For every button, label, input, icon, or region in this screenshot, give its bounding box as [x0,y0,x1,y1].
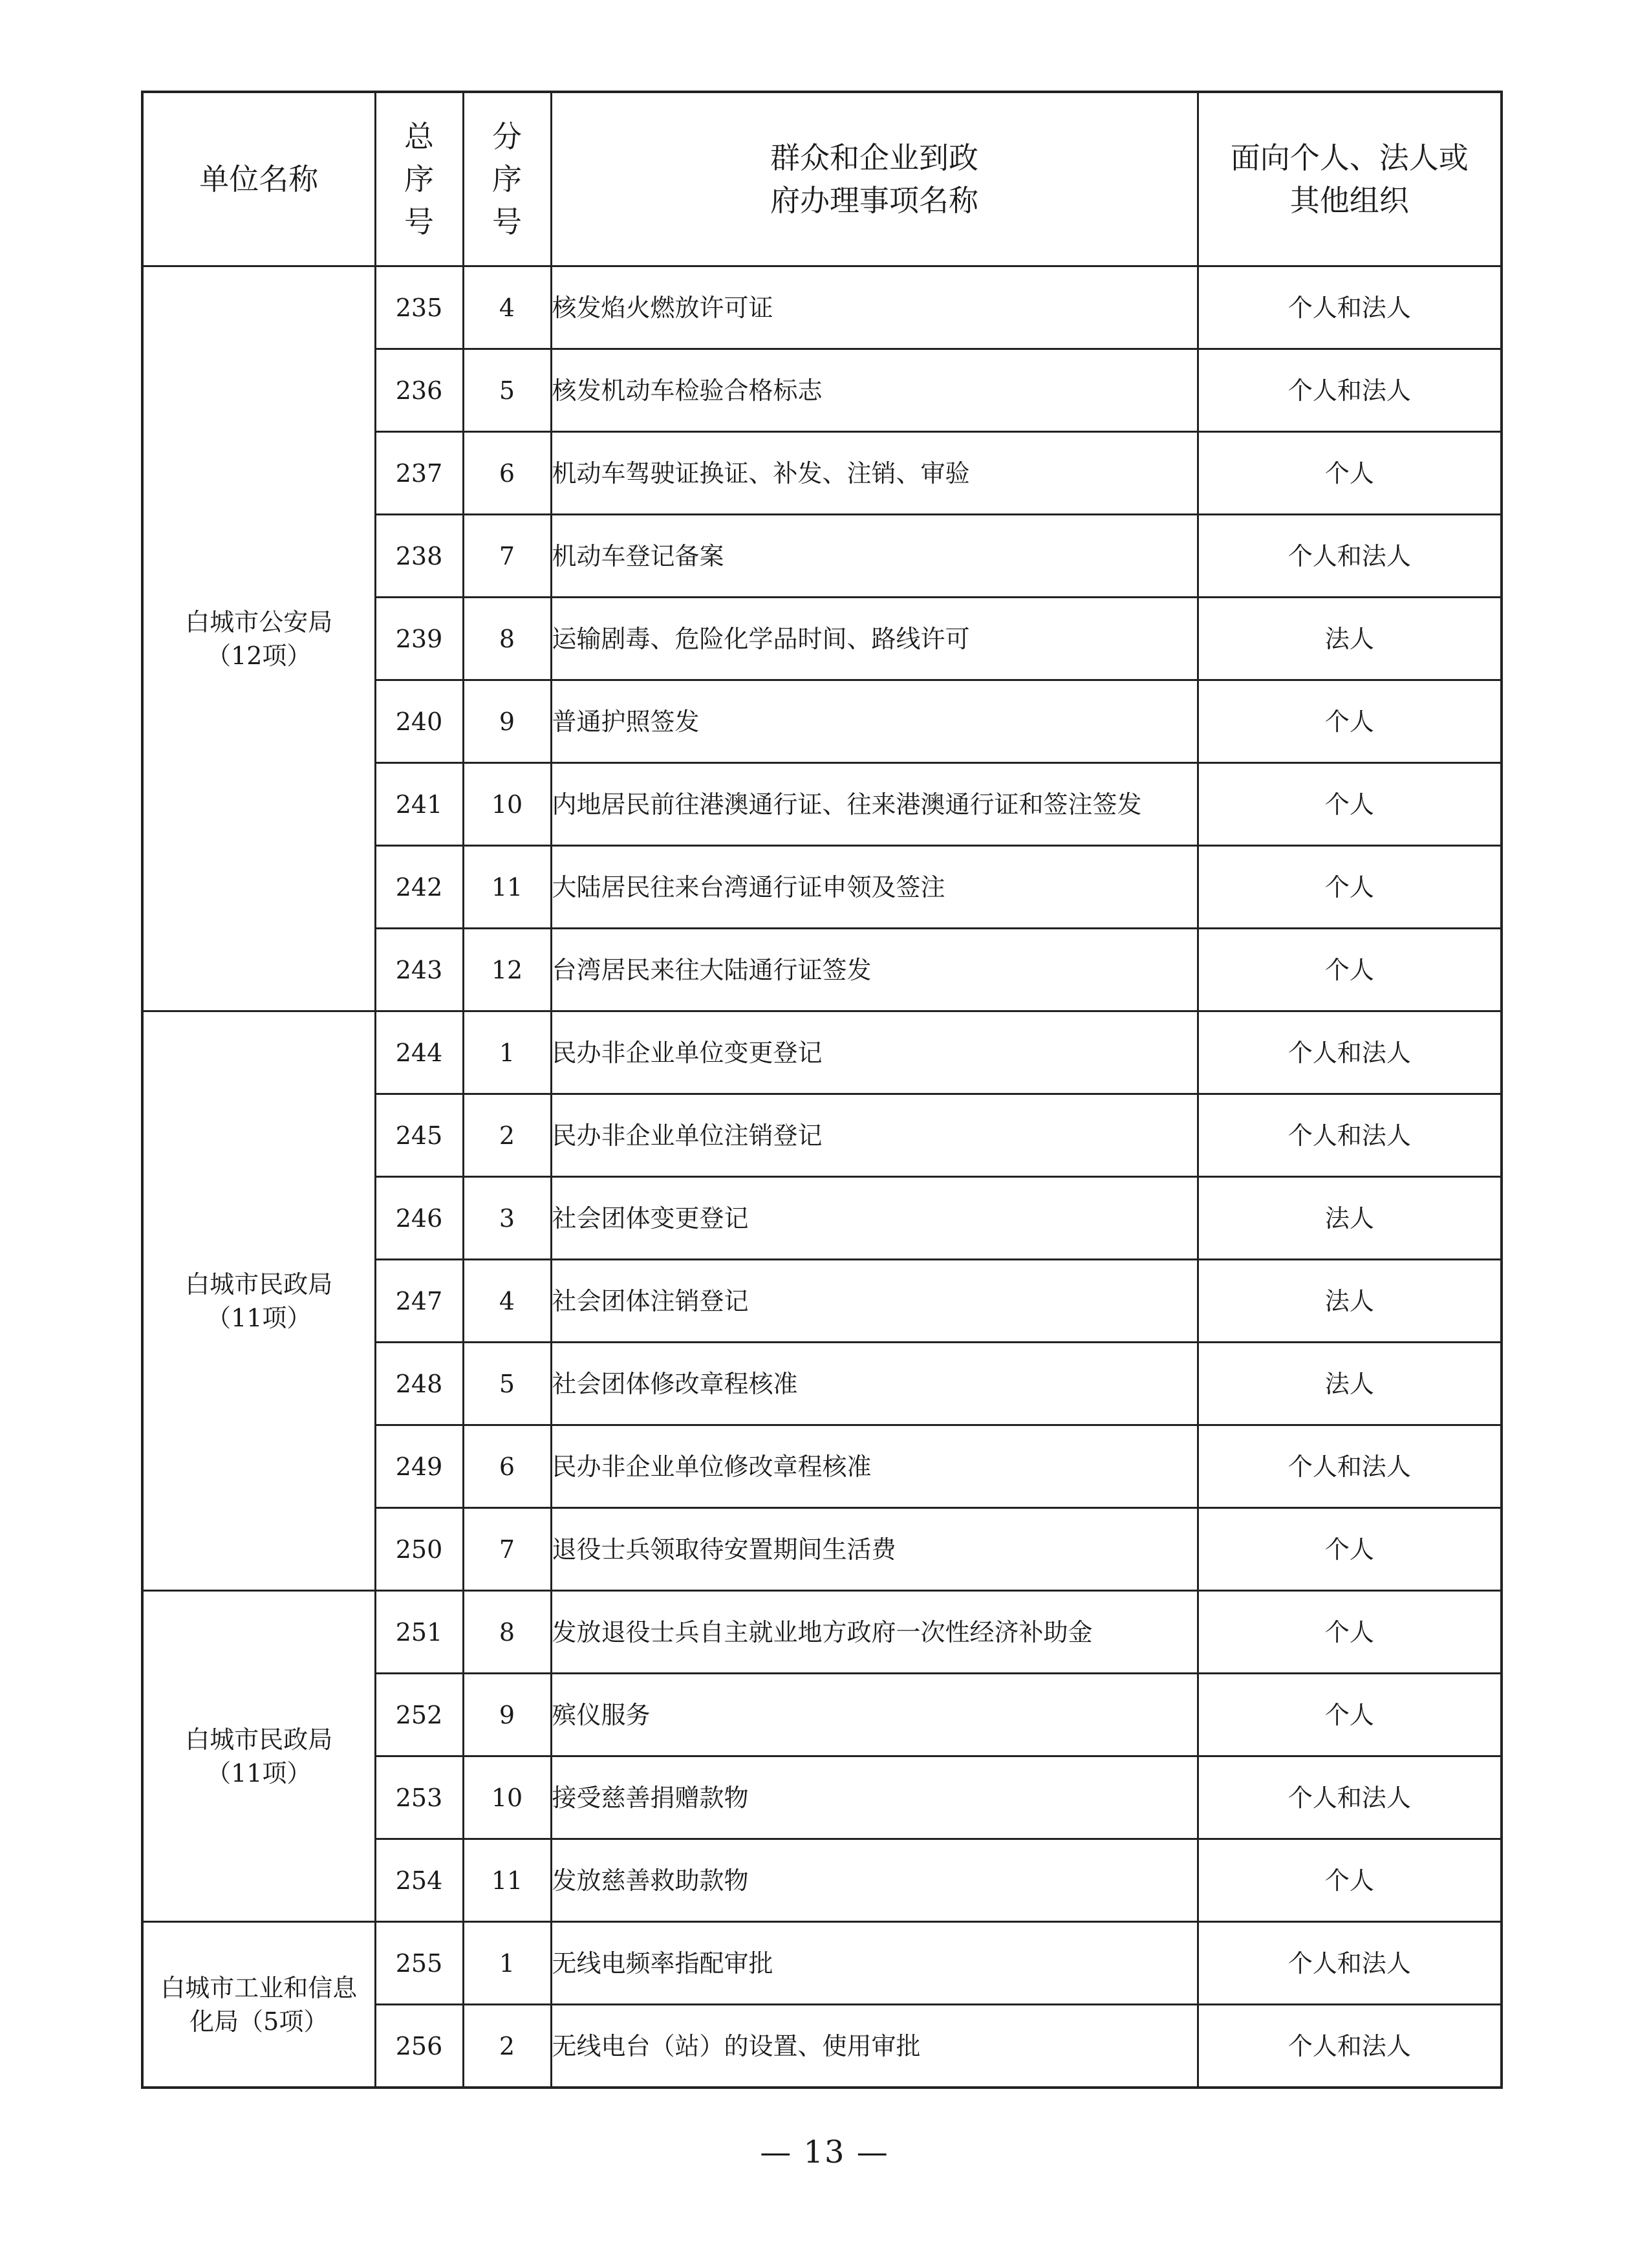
target-cell: 个人和法人 [1198,515,1502,598]
item-name-cell: 社会团体修改章程核准 [551,1343,1198,1425]
header-sub-seq-line: 序 [492,162,522,197]
sub-seq-cell: 1 [463,1011,551,1094]
item-name-cell: 发放退役士兵自主就业地方政府一次性经济补助金 [551,1591,1198,1674]
unit-name-line: 白城市公安局 [185,607,333,636]
total-seq-cell: 246 [375,1177,463,1260]
sub-seq-cell: 10 [463,1756,551,1839]
item-name-cell: 内地居民前往港澳通行证、往来港澳通行证和签注签发 [551,763,1198,846]
total-seq-cell: 241 [375,763,463,846]
target-cell: 个人和法人 [1198,1425,1502,1508]
target-cell: 个人 [1198,1508,1502,1591]
target-cell: 法人 [1198,598,1502,680]
sub-seq-cell: 6 [463,1425,551,1508]
header-target-line: 面向个人、法人或 [1230,140,1469,175]
total-seq-cell: 239 [375,598,463,680]
sub-seq-cell: 4 [463,266,551,349]
item-name-cell: 民办非企业单位注销登记 [551,1094,1198,1177]
sub-seq-cell: 7 [463,515,551,598]
total-seq-cell: 250 [375,1508,463,1591]
unit-name-cell [142,1591,375,1922]
total-seq-cell: 245 [375,1094,463,1177]
total-seq-cell: 236 [375,349,463,432]
item-name-cell: 发放慈善救助款物 [551,1839,1198,1922]
unit-name-line: 白城市民政局 [185,1269,333,1299]
sub-seq-cell: 9 [463,1674,551,1756]
target-cell: 个人 [1198,846,1502,929]
header-sub-seq-line: 分 [492,119,522,154]
header-sub-seq-line: 号 [492,204,522,239]
item-name-cell: 民办非企业单位修改章程核准 [551,1425,1198,1508]
header-target-line: 其他组织 [1289,183,1409,218]
item-name-cell: 社会团体变更登记 [551,1177,1198,1260]
service-items-table [141,91,1503,2089]
header-total-seq [375,92,463,266]
sub-seq-cell: 2 [463,1094,551,1177]
item-name-cell: 殡仪服务 [551,1674,1198,1756]
item-name-cell: 机动车驾驶证换证、补发、注销、审验 [551,432,1198,515]
unit-name-line: （12项） [206,641,312,670]
sub-seq-cell: 2 [463,2005,551,2088]
target-cell: 个人和法人 [1198,1094,1502,1177]
total-seq-cell: 248 [375,1343,463,1425]
header-item-line: 府办理事项名称 [770,183,978,218]
header-total-seq-line: 序 [404,162,434,197]
unit-name-line: 白城市民政局 [185,1725,333,1754]
sub-seq-cell: 7 [463,1508,551,1591]
table-row [142,1011,1502,1094]
sub-seq-cell: 8 [463,598,551,680]
total-seq-cell: 238 [375,515,463,598]
item-name-cell: 普通护照签发 [551,680,1198,763]
target-cell: 个人和法人 [1198,1756,1502,1839]
sub-seq-cell: 4 [463,1260,551,1343]
sub-seq-cell: 5 [463,349,551,432]
sub-seq-cell: 3 [463,1177,551,1260]
unit-name-cell [142,1922,375,2088]
unit-name-cell [142,1011,375,1591]
item-name-cell: 运输剧毒、危险化学品时间、路线许可 [551,598,1198,680]
item-name-cell: 社会团体注销登记 [551,1260,1198,1343]
target-cell: 个人和法人 [1198,2005,1502,2088]
total-seq-cell: 256 [375,2005,463,2088]
total-seq-cell: 237 [375,432,463,515]
table-row [142,1591,1502,1674]
header-item-name [551,92,1198,266]
unit-name-line: 化局（5项） [189,2007,329,2036]
header-item-line: 群众和企业到政 [770,140,978,175]
total-seq-cell: 254 [375,1839,463,1922]
target-cell: 个人 [1198,680,1502,763]
total-seq-cell: 255 [375,1922,463,2005]
unit-name-line: 白城市工业和信息 [160,1973,358,2002]
header-total-seq-line: 总 [404,119,434,154]
item-name-cell: 无线电台（站）的设置、使用审批 [551,2005,1198,2088]
page-number: — 13 — [760,2134,889,2170]
item-name-cell: 退役士兵领取待安置期间生活费 [551,1508,1198,1591]
target-cell: 个人 [1198,929,1502,1011]
sub-seq-cell: 10 [463,763,551,846]
sub-seq-cell: 12 [463,929,551,1011]
target-cell: 个人 [1198,1674,1502,1756]
target-cell: 法人 [1198,1343,1502,1425]
table-row [142,266,1502,349]
total-seq-cell: 235 [375,266,463,349]
total-seq-cell: 244 [375,1011,463,1094]
header-total-seq-line: 号 [404,204,434,239]
header-unit: 单位名称 [142,92,375,266]
target-cell: 个人和法人 [1198,266,1502,349]
item-name-cell: 台湾居民来往大陆通行证签发 [551,929,1198,1011]
target-cell: 个人 [1198,763,1502,846]
item-name-cell: 核发焰火燃放许可证 [551,266,1198,349]
total-seq-cell: 240 [375,680,463,763]
header-sub-seq [463,92,551,266]
target-cell: 个人和法人 [1198,349,1502,432]
table-header-row [142,92,1502,266]
unit-name-line: （11项） [206,1758,312,1787]
item-name-cell: 民办非企业单位变更登记 [551,1011,1198,1094]
total-seq-cell: 247 [375,1260,463,1343]
item-name-cell: 大陆居民往来台湾通行证申领及签注 [551,846,1198,929]
target-cell: 个人和法人 [1198,1922,1502,2005]
unit-name-cell [142,266,375,1011]
item-name-cell: 机动车登记备案 [551,515,1198,598]
unit-name-line: （11项） [206,1303,312,1332]
total-seq-cell: 242 [375,846,463,929]
total-seq-cell: 251 [375,1591,463,1674]
total-seq-cell: 249 [375,1425,463,1508]
total-seq-cell: 243 [375,929,463,1011]
sub-seq-cell: 6 [463,432,551,515]
target-cell: 个人和法人 [1198,1011,1502,1094]
table-row [142,1922,1502,2005]
table-body [142,266,1502,2088]
sub-seq-cell: 5 [463,1343,551,1425]
header-target [1198,92,1502,266]
target-cell: 个人 [1198,1839,1502,1922]
total-seq-cell: 253 [375,1756,463,1839]
target-cell: 法人 [1198,1177,1502,1260]
sub-seq-cell: 11 [463,1839,551,1922]
sub-seq-cell: 9 [463,680,551,763]
item-name-cell: 无线电频率指配审批 [551,1922,1198,2005]
target-cell: 个人 [1198,432,1502,515]
sub-seq-cell: 1 [463,1922,551,2005]
sub-seq-cell: 8 [463,1591,551,1674]
target-cell: 法人 [1198,1260,1502,1343]
item-name-cell: 核发机动车检验合格标志 [551,349,1198,432]
item-name-cell: 接受慈善捐赠款物 [551,1756,1198,1839]
total-seq-cell: 252 [375,1674,463,1756]
sub-seq-cell: 11 [463,846,551,929]
target-cell: 个人 [1198,1591,1502,1674]
